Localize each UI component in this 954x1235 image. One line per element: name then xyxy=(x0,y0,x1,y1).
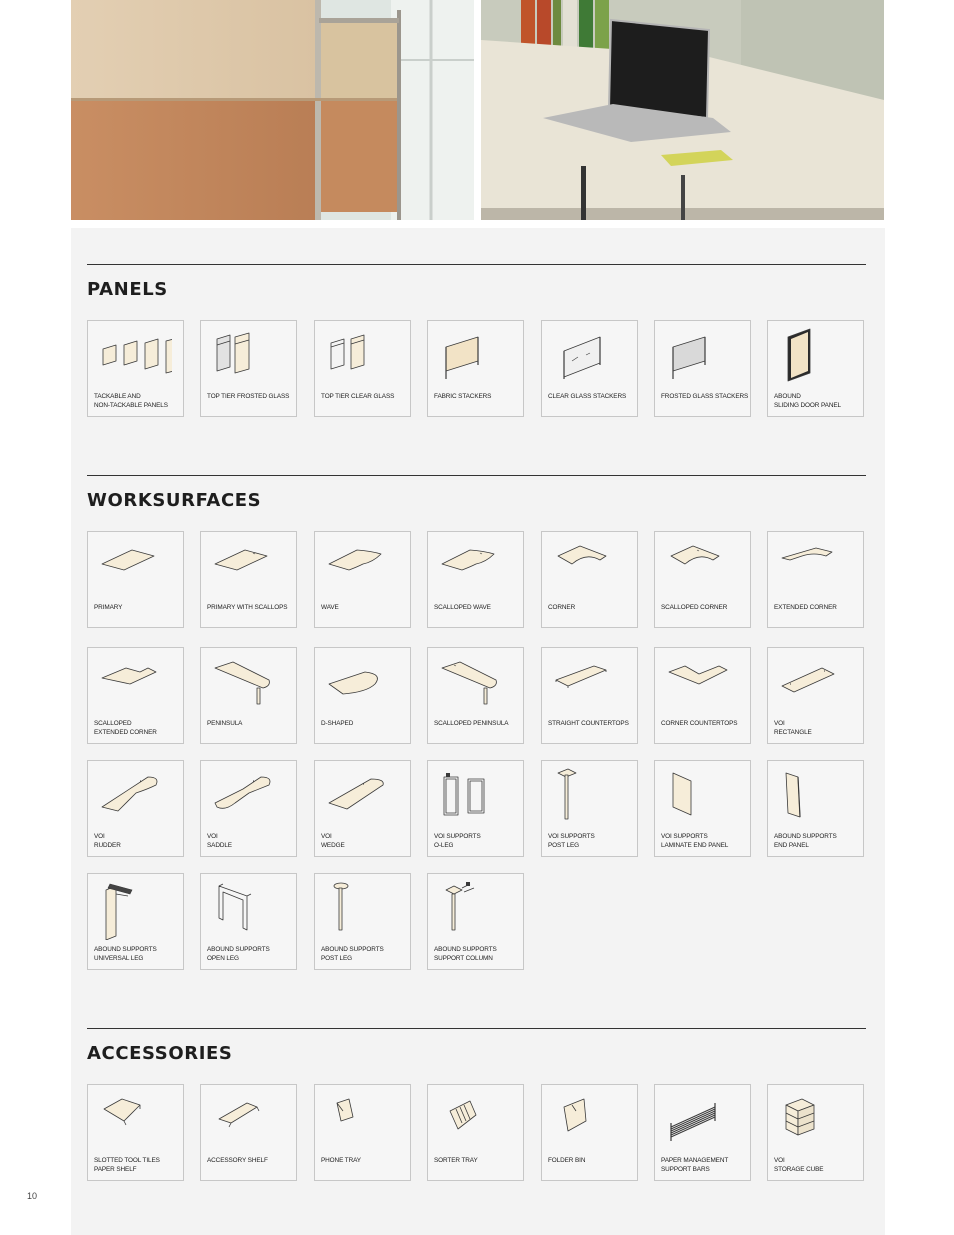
product-label-line: SUPPORT BARS xyxy=(661,1166,710,1173)
support-column-icon xyxy=(432,880,512,940)
product-label xyxy=(207,945,293,963)
extended-corner-icon xyxy=(772,538,852,598)
worksurfaces-product-card xyxy=(767,647,864,744)
product-label-line: VOI xyxy=(774,1157,785,1164)
o-leg-icon xyxy=(432,767,512,827)
worksurfaces-product-card xyxy=(767,531,864,628)
panels-product-card xyxy=(767,320,864,417)
product-label xyxy=(207,832,293,850)
product-label-line xyxy=(661,612,747,621)
straight-countertop-icon xyxy=(546,654,626,714)
universal-leg-icon xyxy=(92,880,172,940)
panels-product-card xyxy=(87,320,184,417)
product-label-line xyxy=(321,612,407,621)
accessories-product-card xyxy=(314,1084,411,1181)
office-panels-photo xyxy=(71,0,474,220)
worksurfaces-product-card xyxy=(767,760,864,857)
product-label-line: RUDDER xyxy=(94,842,121,849)
clear-glass-stacker-icon xyxy=(546,327,626,387)
worksurfaces-product-card xyxy=(654,760,751,857)
scalloped-wave-icon xyxy=(432,538,512,598)
worksurfaces-product-card xyxy=(427,760,524,857)
accessories-product-card xyxy=(427,1084,524,1181)
worksurfaces-product-card xyxy=(87,873,184,970)
product-label-line: ACCESSORY SHELF xyxy=(207,1157,268,1164)
product-label-line xyxy=(207,1165,293,1174)
product-label-line: POST LEG xyxy=(321,955,353,962)
product-label-line xyxy=(207,401,293,410)
product-label xyxy=(548,603,634,621)
corner-worksurface-icon xyxy=(546,538,626,598)
product-label-line xyxy=(548,401,634,410)
product-label xyxy=(661,392,747,410)
worksurfaces-product-card xyxy=(200,531,297,628)
worksurfaces-product-card xyxy=(541,647,638,744)
product-label-line: EXTENDED CORNER xyxy=(94,729,157,736)
product-label-line: CORNER xyxy=(548,604,576,611)
product-label-line: SUPPORT COLUMN xyxy=(434,955,493,962)
product-label-line: VOI SUPPORTS xyxy=(661,833,708,840)
worksurfaces-product-card xyxy=(200,873,297,970)
product-label xyxy=(661,719,747,737)
product-label xyxy=(321,603,407,621)
d-shaped-icon xyxy=(319,654,399,714)
worksurfaces-product-card xyxy=(87,531,184,628)
product-label xyxy=(94,1156,180,1174)
frosted-glass-stacker-icon xyxy=(659,327,739,387)
product-label-line: ABOUND SUPPORTS xyxy=(207,946,270,953)
worksurfaces-divider xyxy=(87,475,866,476)
wave-worksurface-icon xyxy=(319,538,399,598)
accessories-product-card xyxy=(654,1084,751,1181)
product-label-line: OPEN LEG xyxy=(207,955,239,962)
worksurfaces-product-card xyxy=(87,647,184,744)
panels-product-card xyxy=(541,320,638,417)
product-label-line: NON-TACKABLE PANELS xyxy=(94,402,168,409)
panels-product-card xyxy=(427,320,524,417)
product-label xyxy=(207,719,293,737)
peninsula-icon xyxy=(205,654,285,714)
product-label-line xyxy=(207,728,293,737)
accessories-product-card xyxy=(87,1084,184,1181)
product-label-line: PAPER MANAGEMENT xyxy=(661,1157,729,1164)
voi-rectangle-icon xyxy=(772,654,852,714)
product-label xyxy=(548,392,634,410)
product-label-line: SCALLOPED CORNER xyxy=(661,604,728,611)
product-label-line: PRIMARY xyxy=(94,604,123,611)
product-label-line: UNIVERSAL LEG xyxy=(94,955,144,962)
product-label-line xyxy=(434,612,520,621)
product-label xyxy=(774,392,860,410)
product-label-line: ABOUND SUPPORTS xyxy=(321,946,384,953)
product-label-line: SLOTTED TOOL TILES xyxy=(94,1157,160,1164)
product-label xyxy=(774,719,860,737)
end-panel-icon xyxy=(772,767,852,827)
product-label-line: VOI xyxy=(94,833,105,840)
fabric-stacker-icon xyxy=(432,327,512,387)
corner-countertop-icon xyxy=(659,654,739,714)
product-label-line xyxy=(434,401,520,410)
product-label-line: END PANEL xyxy=(774,842,809,849)
product-label-line: SCALLOPED xyxy=(94,720,132,727)
worksurfaces-product-card xyxy=(87,760,184,857)
product-label xyxy=(207,603,293,621)
product-label-line xyxy=(548,1165,634,1174)
product-label-line: VOI SUPPORTS xyxy=(434,833,481,840)
primary-worksurface-icon xyxy=(92,538,172,598)
product-label-line: STRAIGHT COUNTERTOPS xyxy=(548,720,629,727)
product-label-line: D-SHAPED xyxy=(321,720,354,727)
scalloped-extended-corner-icon xyxy=(92,654,172,714)
product-label xyxy=(321,719,407,737)
product-label xyxy=(661,1156,747,1174)
product-label xyxy=(774,603,860,621)
product-label-line xyxy=(94,612,180,621)
accessory-shelf-icon xyxy=(205,1091,285,1151)
product-label-line: ABOUND xyxy=(774,393,801,400)
open-leg-icon xyxy=(205,880,285,940)
clear-glass-tier-icon xyxy=(319,327,399,387)
product-label-line: FROSTED GLASS STACKERS xyxy=(661,393,749,400)
product-label xyxy=(321,832,407,850)
product-label xyxy=(661,832,747,850)
product-label-line: EXTENDED CORNER xyxy=(774,604,837,611)
product-label-line: VOI SUPPORTS xyxy=(548,833,595,840)
product-label-line: TACKABLE AND xyxy=(94,393,141,400)
product-label-line: PAPER SHELF xyxy=(94,1166,137,1173)
product-label-line: WEDGE xyxy=(321,842,345,849)
product-label xyxy=(94,945,180,963)
product-label-line: POST LEG xyxy=(548,842,580,849)
product-label xyxy=(661,603,747,621)
primary-scallops-icon xyxy=(205,538,285,598)
desk-laptop-photo xyxy=(481,0,884,220)
product-label-line: SCALLOPED PENINSULA xyxy=(434,720,509,727)
product-label xyxy=(94,603,180,621)
accessories-product-card xyxy=(541,1084,638,1181)
product-label-line: WAVE xyxy=(321,604,339,611)
product-label-line: CLEAR GLASS STACKERS xyxy=(548,393,627,400)
worksurfaces-product-card xyxy=(314,873,411,970)
scalloped-corner-icon xyxy=(659,538,739,598)
voi-rudder-icon xyxy=(92,767,172,827)
product-label xyxy=(548,719,634,737)
product-label-line: SORTER TRAY xyxy=(434,1157,478,1164)
product-label-line: VOI xyxy=(321,833,332,840)
product-label-line xyxy=(207,612,293,621)
folder-bin-icon xyxy=(546,1091,626,1151)
product-label-line: PRIMARY WITH SCALLOPS xyxy=(207,604,288,611)
product-label-line xyxy=(321,728,407,737)
worksurfaces-product-card xyxy=(427,531,524,628)
sorter-tray-icon xyxy=(432,1091,512,1151)
product-label-line xyxy=(661,401,747,410)
sliding-door-panel-icon xyxy=(772,327,852,387)
product-label-line: RECTANGLE xyxy=(774,729,812,736)
product-label-line: ABOUND SUPPORTS xyxy=(774,833,837,840)
product-label-line: SLIDING DOOR PANEL xyxy=(774,402,841,409)
panels-heading: PANELS xyxy=(87,279,168,300)
product-label-line: SADDLE xyxy=(207,842,232,849)
accessories-heading: ACCESSORIES xyxy=(87,1043,233,1064)
frosted-glass-tier-icon xyxy=(205,327,285,387)
worksurfaces-product-card xyxy=(654,531,751,628)
product-label-line: FOLDER BIN xyxy=(548,1157,586,1164)
worksurfaces-product-card xyxy=(314,760,411,857)
product-label xyxy=(434,1156,520,1174)
worksurfaces-product-card xyxy=(541,760,638,857)
product-label-line xyxy=(548,612,634,621)
tackable-panels-icon xyxy=(92,327,172,387)
product-label-line: TOP TIER FROSTED GLASS xyxy=(207,393,290,400)
product-label xyxy=(434,603,520,621)
product-label-line: O-LEG xyxy=(434,842,454,849)
laminate-end-panel-icon xyxy=(659,767,739,827)
product-label xyxy=(434,945,520,963)
panels-product-card xyxy=(200,320,297,417)
worksurfaces-product-card xyxy=(541,531,638,628)
worksurfaces-product-card xyxy=(427,873,524,970)
product-label-line: PHONE TRAY xyxy=(321,1157,361,1164)
worksurfaces-product-card xyxy=(427,647,524,744)
product-label-line: TOP TIER CLEAR GLASS xyxy=(321,393,395,400)
product-label-line: ABOUND SUPPORTS xyxy=(434,946,497,953)
product-label-line xyxy=(548,728,634,737)
storage-cube-icon xyxy=(772,1091,852,1151)
product-label-line: CORNER COUNTERTOPS xyxy=(661,720,738,727)
accessories-product-card xyxy=(200,1084,297,1181)
product-label-line: STORAGE CUBE xyxy=(774,1166,824,1173)
product-label xyxy=(774,832,860,850)
product-label xyxy=(434,392,520,410)
product-label xyxy=(321,945,407,963)
scalloped-peninsula-icon xyxy=(432,654,512,714)
product-label-line: VOI xyxy=(207,833,218,840)
product-label xyxy=(548,1156,634,1174)
accessories-divider xyxy=(87,1028,866,1029)
worksurfaces-product-card xyxy=(314,647,411,744)
voi-wedge-icon xyxy=(319,767,399,827)
product-label xyxy=(94,832,180,850)
product-label-line xyxy=(434,1165,520,1174)
voi-saddle-icon xyxy=(205,767,285,827)
panels-divider xyxy=(87,264,866,265)
panels-product-card xyxy=(314,320,411,417)
product-label-line: SCALLOPED WAVE xyxy=(434,604,491,611)
product-label xyxy=(321,392,407,410)
product-label-line xyxy=(321,1165,407,1174)
page-number: 10 xyxy=(27,1191,38,1201)
product-label-line xyxy=(774,612,860,621)
product-label xyxy=(207,1156,293,1174)
worksurfaces-product-card xyxy=(200,760,297,857)
product-label xyxy=(321,1156,407,1174)
product-label-line: VOI xyxy=(774,720,785,727)
product-label-line: LAMINATE END PANEL xyxy=(661,842,729,849)
panels-product-card xyxy=(654,320,751,417)
paper-shelf-icon xyxy=(92,1091,172,1151)
product-label xyxy=(94,719,180,737)
product-label xyxy=(548,832,634,850)
support-bars-icon xyxy=(659,1091,739,1151)
product-label-line xyxy=(434,728,520,737)
product-label xyxy=(774,1156,860,1174)
product-label-line xyxy=(321,401,407,410)
worksurfaces-product-card xyxy=(200,647,297,744)
accessories-product-card xyxy=(767,1084,864,1181)
post-leg-icon xyxy=(546,767,626,827)
product-label-line xyxy=(661,728,747,737)
worksurfaces-heading: WORKSURFACES xyxy=(87,490,262,511)
product-label-line: FABRIC STACKERS xyxy=(434,393,492,400)
product-label-line: ABOUND SUPPORTS xyxy=(94,946,157,953)
phone-tray-icon xyxy=(319,1091,399,1151)
product-label xyxy=(94,392,180,410)
product-label xyxy=(434,719,520,737)
product-label xyxy=(434,832,520,850)
worksurfaces-product-card xyxy=(654,647,751,744)
worksurfaces-product-card xyxy=(314,531,411,628)
abound-post-leg-icon xyxy=(319,880,399,940)
product-label-line: PENINSULA xyxy=(207,720,243,727)
product-label xyxy=(207,392,293,410)
